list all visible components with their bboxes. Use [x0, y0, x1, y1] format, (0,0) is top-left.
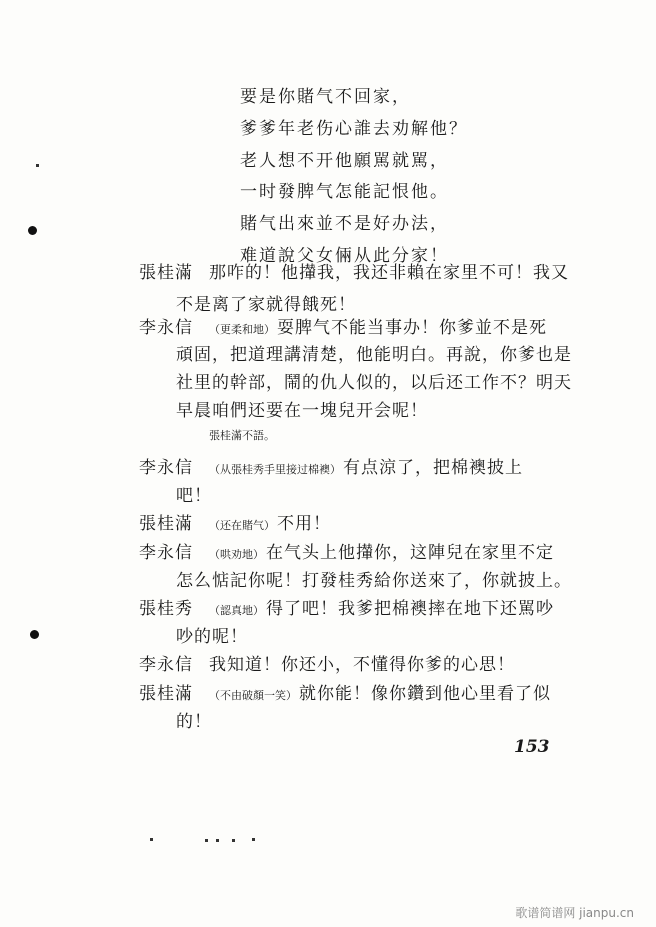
scan-speck	[205, 839, 208, 842]
verse-line: 賭气出來並不是好办法，	[240, 214, 449, 234]
scan-speck	[232, 839, 235, 842]
dialogue-text: 在气头上他攆你，这陣兒在家里不定	[266, 543, 554, 563]
dialogue-line	[139, 538, 554, 563]
page-number: 153	[514, 737, 550, 757]
dialogue-continuation: 吧！	[176, 486, 212, 506]
speaker-name: 張桂秀	[139, 599, 193, 619]
dialogue-continuation: 怎么惦記你呢！打發桂秀給你送來了，你就披上。	[176, 571, 572, 591]
dialogue-text: 那咋的！他攆我，我还非賴在家里不可！我又	[209, 263, 569, 283]
stage-direction: （更柔和地）	[209, 323, 275, 336]
dialogue-line	[139, 594, 554, 619]
dialogue-line	[139, 453, 523, 478]
dialogue-continuation: 頑固，把道理講清楚，他能明白。再說，你爹也是	[176, 345, 572, 365]
dialogue-line	[139, 650, 515, 675]
speaker-name: 李永信	[139, 655, 193, 675]
dialogue-line	[139, 258, 569, 283]
dialogue-text: 有点涼了，把棉襖披上	[343, 458, 523, 478]
dialogue-text: 我知道！你还小，不懂得你爹的心思！	[209, 655, 515, 675]
scan-speck	[150, 838, 153, 841]
dialogue-continuation: 吵的呢！	[176, 627, 248, 647]
scan-speck	[252, 838, 255, 841]
dialogue-line	[139, 509, 331, 534]
stage-direction: （从張桂秀手里接过棉襖）	[209, 463, 341, 476]
dialogue-continuation: 早晨咱們还要在一塊兒开会呢！	[176, 401, 428, 421]
site-watermark: 歌谱简谱网 jianpu.cn	[515, 906, 634, 920]
stage-direction: （还在賭气）	[209, 519, 275, 532]
verse-line: 老人想不开他願駡就駡，	[240, 151, 449, 171]
verse-line: 难道說父女倆从此分家！	[240, 246, 449, 266]
dialogue-line	[139, 313, 547, 338]
dialogue-text: 就你能！像你鑽到他心里看了似	[299, 684, 551, 704]
verse-line: 要是你賭气不回家，	[240, 87, 411, 107]
dialogue-continuation: 不是离了家就得餓死！	[176, 295, 356, 315]
speaker-name: 李永信	[139, 543, 193, 563]
speaker-name: 張桂滿	[139, 263, 193, 283]
binding-hole-mark	[28, 226, 37, 235]
stage-direction: （認真地）	[209, 604, 264, 617]
scan-speck	[36, 164, 39, 167]
dialogue-text: 得了吧！我爹把棉襖摔在地下还駡吵	[266, 599, 554, 619]
speaker-name: 李永信	[139, 458, 193, 478]
dialogue-continuation: 社里的幹部，鬧的仇人似的，以后还工作不？明天	[176, 373, 572, 393]
stage-direction: （哄劝地）	[209, 548, 264, 561]
dialogue-text: 不用！	[277, 514, 331, 534]
verse-line: 爹爹年老伤心誰去劝解他？	[240, 119, 468, 139]
speaker-name: 張桂滿	[139, 514, 193, 534]
scan-speck	[216, 839, 219, 842]
speaker-name: 張桂滿	[139, 684, 193, 704]
verse-line: 一时發脾气怎能記恨他。	[240, 182, 449, 202]
speaker-name: 李永信	[139, 318, 193, 338]
dialogue-line	[139, 679, 551, 704]
dialogue-text: 耍脾气不能当事办！你爹並不是死	[277, 318, 547, 338]
dialogue-continuation: 的！	[176, 712, 212, 732]
stage-note: 張桂滿不語。	[209, 429, 275, 442]
stage-direction: （不由破顏一笑）	[209, 689, 297, 702]
binding-hole-mark	[30, 630, 39, 639]
